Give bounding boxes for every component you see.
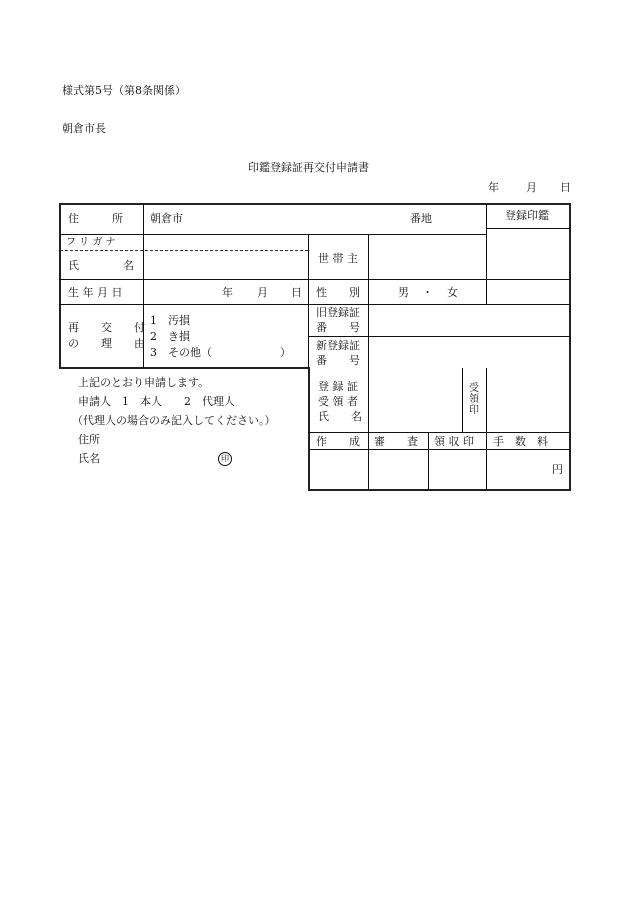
col-review: 審 査: [374, 435, 418, 448]
reason-option-3: 3 その他（: [150, 346, 212, 359]
statement: 上記のとおり申請します。: [78, 376, 210, 389]
seal-label: 登録印鑑: [505, 209, 549, 222]
household-label: 世 帯 主: [318, 252, 358, 265]
address-banchi: 番地: [410, 212, 432, 225]
date-month: 月: [526, 181, 537, 194]
rule: [308, 489, 571, 491]
reason-label-line2: の 理 由: [68, 337, 145, 350]
reason-option-3-close: ）: [280, 346, 291, 359]
rule: [308, 234, 309, 368]
col-fee: 手 数 料: [493, 435, 548, 448]
gender-female: 女: [447, 286, 458, 299]
reason-option-1: 1 汚損: [150, 314, 190, 327]
old-number-label-1: 旧登録証: [316, 306, 360, 319]
addressee: 朝倉市長: [62, 122, 106, 135]
gender-male: 男: [398, 286, 409, 299]
rule: [59, 203, 61, 369]
new-number-label-1: 新登録証: [316, 339, 360, 352]
reason-option-2: 2 き損: [150, 330, 190, 343]
receipt-seal-label: 受領印: [469, 383, 479, 416]
birth-month: 月: [257, 286, 268, 299]
address-city: 朝倉市: [150, 212, 183, 225]
rule: [569, 203, 571, 491]
date-year: 年: [488, 181, 499, 194]
rule: [308, 367, 310, 491]
col-receipt: 領 収 印: [434, 435, 474, 448]
applicant-type: 申請人 1 本人 2 代理人: [78, 395, 235, 408]
rule: [60, 304, 570, 305]
rule: [368, 304, 369, 490]
old-number-label-2: 番 号: [316, 321, 360, 334]
rule: [60, 279, 570, 280]
rule: [462, 368, 463, 432]
receiver-label-2: 受 領 者: [318, 395, 358, 408]
gender-label: 性 別: [316, 286, 360, 299]
birth-day: 日: [291, 286, 302, 299]
rule: [60, 234, 486, 235]
rule: [486, 228, 570, 229]
col-created: 作 成: [316, 435, 360, 448]
furigana-label: フ リ ガ ナ: [66, 237, 116, 248]
rule: [308, 336, 570, 337]
receiver-label-1: 登 録 証: [318, 380, 358, 393]
address-label: 住 所: [68, 212, 123, 225]
rule: [308, 432, 570, 433]
seal-mark: 印: [218, 452, 232, 466]
rule: [368, 234, 369, 304]
birth-label: 生 年 月 日: [68, 286, 123, 299]
rule: [59, 367, 310, 369]
rule: [59, 203, 571, 205]
birth-year: 年: [222, 286, 233, 299]
rule: [428, 432, 429, 490]
agent-note: （代理人の場合のみ記入してください。）: [72, 414, 276, 427]
rule: [60, 250, 308, 251]
form-number: 様式第5号（第8条関係）: [62, 84, 186, 97]
reason-label-line1: 再 交 付: [68, 321, 145, 334]
receiver-label-3: 氏 名: [318, 410, 362, 423]
name-label: 氏 名: [68, 259, 134, 272]
rule: [486, 204, 487, 304]
applicant-name-label: 氏名: [78, 452, 100, 465]
date-day: 日: [560, 181, 571, 194]
rule: [486, 368, 487, 490]
gender-dot: ・: [422, 286, 433, 299]
rule: [308, 449, 570, 450]
new-number-label-2: 番 号: [316, 354, 360, 367]
fee-unit: 円: [552, 463, 563, 476]
applicant-address-label: 住所: [78, 433, 100, 446]
page-title: 印鑑登録証再交付申請書: [248, 161, 369, 174]
